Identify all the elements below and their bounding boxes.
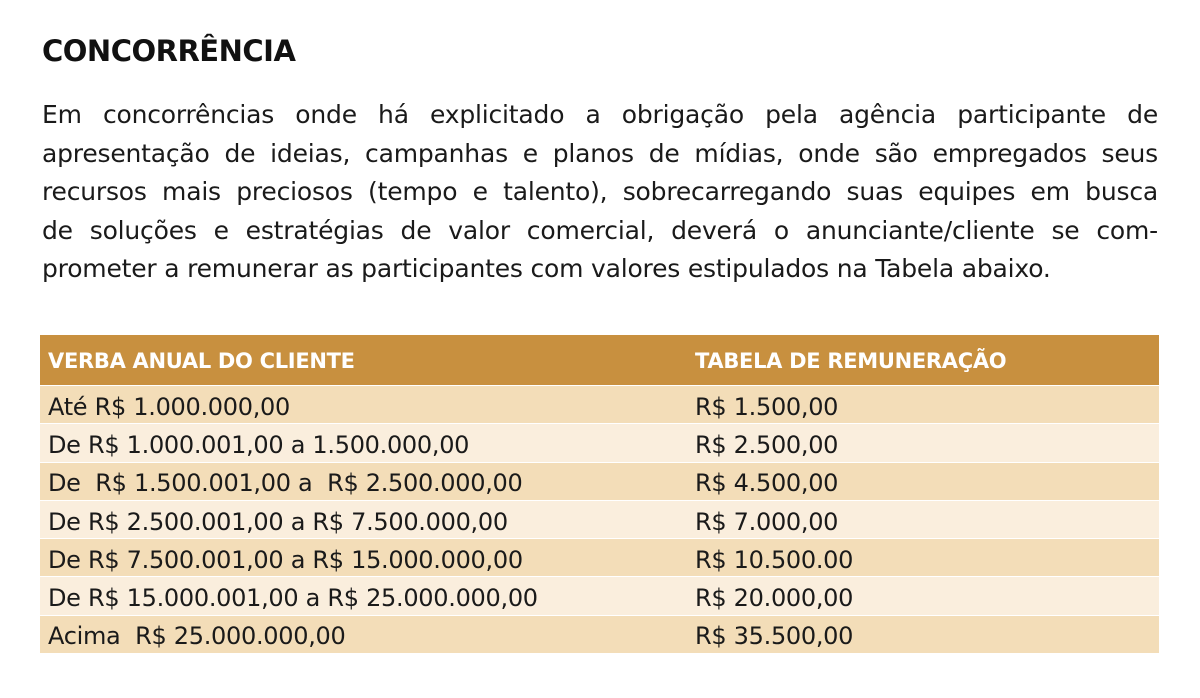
- header-remuneration: TABELA DE REMUNERAÇÃO: [695, 349, 1007, 373]
- budget-cell: Acima R$ 25.000.000,00: [48, 622, 346, 651]
- paragraph-line: apresentação de ideias, campanhas e planos de mídias, onde são empregados seus: [42, 138, 1158, 168]
- remuneration-table: [40, 335, 1159, 653]
- budget-cell: De R$ 2.500.001,00 a R$ 7.500.000,00: [48, 507, 508, 536]
- paragraph-line: recursos mais preciosos (tempo e talento), sobrecarregando suas equipes em busca: [42, 177, 1158, 206]
- budget-cell: De R$ 15.000.001,00 a R$ 25.000.000,00: [48, 584, 538, 613]
- budget-cell: De R$ 1.500.001,00 a R$ 2.500.000,00: [48, 469, 523, 498]
- fee-cell: R$ 7.000,00: [695, 507, 839, 536]
- paragraph-line: prometer a remunerar as participantes com valores estipulados na Tabela abaixo.: [42, 254, 1051, 283]
- table-row: [40, 615, 1159, 653]
- fee-cell: R$ 1.500,00: [695, 392, 839, 421]
- paragraph-line: de soluções e estratégias de valor comercial, deverá o anunciante/cliente se com-: [42, 215, 1158, 245]
- header-client-budget: VERBA ANUAL DO CLIENTE: [48, 349, 355, 373]
- section-heading: CONCORRÊNCIA: [42, 34, 296, 68]
- table-row: [40, 385, 1159, 423]
- fee-cell: R$ 4.500,00: [695, 469, 839, 498]
- budget-cell: De R$ 1.000.001,00 a 1.500.000,00: [48, 430, 470, 459]
- fee-cell: R$ 10.500.00: [695, 545, 854, 574]
- fee-cell: R$ 2.500,00: [695, 430, 839, 459]
- fee-cell: R$ 20.000,00: [695, 584, 854, 613]
- fee-cell: R$ 35.500,00: [695, 622, 854, 651]
- table-row: [40, 500, 1159, 538]
- table-header-row: [40, 335, 1159, 385]
- budget-cell: Até R$ 1.000.000,00: [48, 392, 290, 421]
- table-row: [40, 423, 1159, 461]
- table-row: [40, 576, 1159, 614]
- budget-cell: De R$ 7.500.001,00 a R$ 15.000.000,00: [48, 545, 523, 574]
- table-row: [40, 462, 1159, 500]
- paragraph-line: Em concorrências onde há explicitado a obrigação pela agência participante de: [42, 100, 1158, 129]
- table-row: [40, 538, 1159, 576]
- intro-paragraph: [42, 96, 1158, 289]
